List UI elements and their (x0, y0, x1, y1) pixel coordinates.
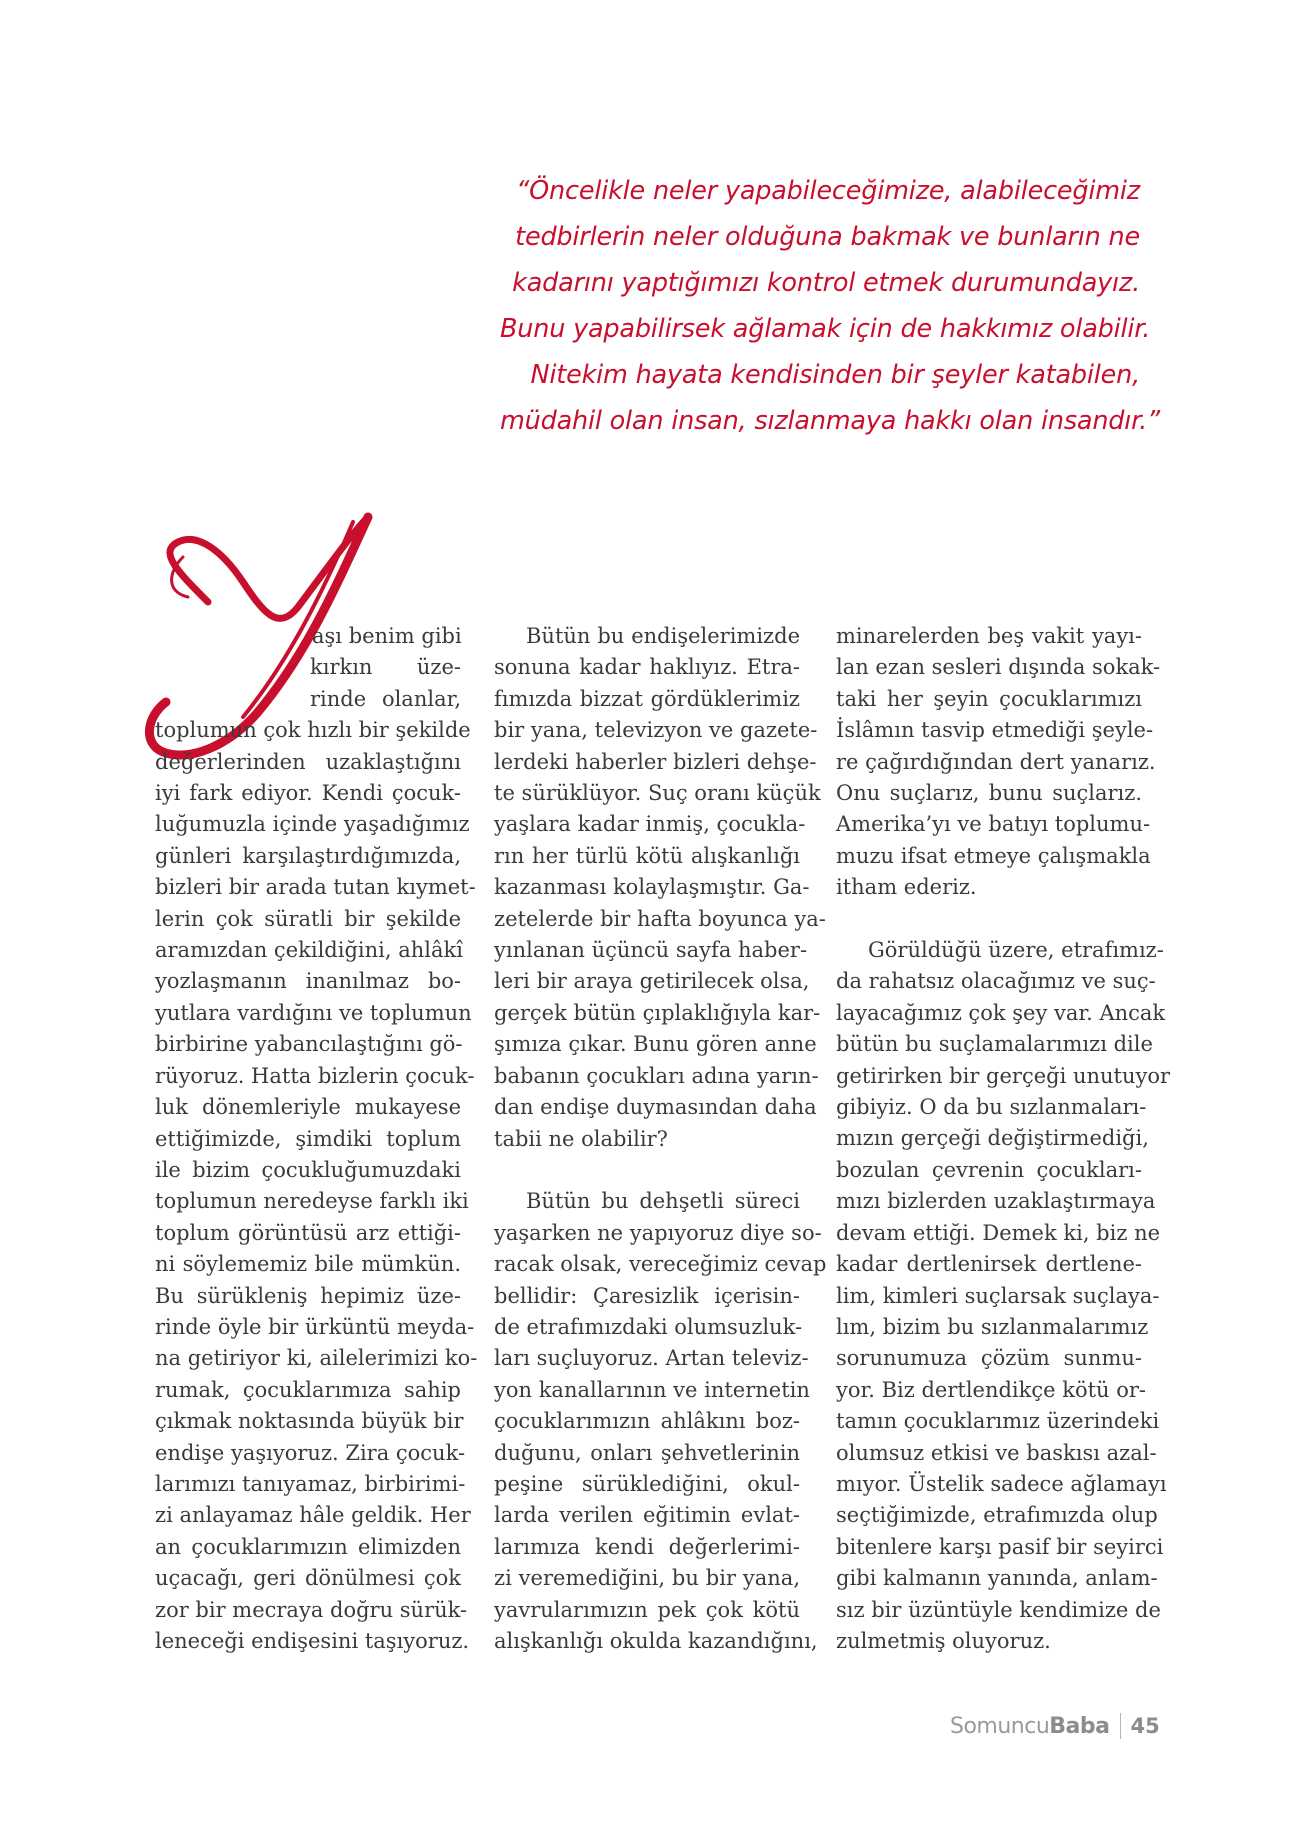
page-number: 45 (1130, 1714, 1160, 1738)
text-line: seçtiğimizde, etrafımızda olup (836, 1503, 1158, 1528)
text-line: birbirine yabancılaştığını gö- (155, 1032, 463, 1057)
text-line: minarelerden beş vakit yayı- (836, 624, 1142, 648)
text-line: Bütün bu dehşetli süreci (526, 1189, 800, 1214)
text-line: mızın gerçeği değiştirmediği, (836, 1126, 1149, 1151)
text-line: dan endişe duymasından daha (494, 1095, 817, 1120)
pull-quote-line: Nitekim hayata kendisinden bir şeyler katabilen, (530, 360, 1140, 390)
text-line: ları suçluyoruz. Artan televiz- (494, 1346, 809, 1371)
text-line: gibiyiz. O da bu sızlanmaları- (836, 1095, 1147, 1120)
text-line: Onu suçlarız, bunu suçlarız. (836, 781, 1142, 806)
paragraph-gap (494, 1155, 800, 1186)
text-line: luğumuzla içinde yaşadığımız (155, 812, 470, 837)
pull-quote-line: kadarını yaptığımızı kontrol etmek durumundayız. (512, 268, 1140, 298)
pull-quote-line: müdahil olan insan, sızlanmaya hakkı olan insandır.” (500, 406, 1161, 436)
text-line: yaşlara kadar inmiş, çocukla- (494, 812, 806, 837)
text-line: lerdeki haberler bizleri dehşe- (494, 749, 817, 774)
text-line: lim, kimleri suçlarsak suçlaya- (836, 1283, 1160, 1308)
text-line: muzu ifsat etmeye çalışmakla (836, 843, 1151, 868)
text-line: babanın çocukları adına yarın- (494, 1063, 819, 1088)
text-line: yaşarken ne yapıyoruz diye so- (494, 1220, 822, 1245)
footer-divider (1120, 1713, 1121, 1739)
text-line: lan ezan sesleri dışında sokak- (836, 655, 1161, 680)
text-line: yor. Biz dertlendikçe kötü or- (836, 1377, 1147, 1402)
text-line: zi veremediğini, bu bir yana, (494, 1566, 800, 1591)
text-line: gibi kalmanın yanında, anlam- (836, 1566, 1158, 1591)
text-line: lım, bizim bu sızlanmalarımız (836, 1314, 1149, 1339)
text-line: mıyor. Üstelik sadece ağlamayı (836, 1471, 1167, 1496)
text-column-3 (836, 621, 1171, 1657)
paragraph-gap (836, 904, 1142, 935)
text-line: luk dönemleriyle mukayese (155, 1095, 461, 1120)
text-line: itham ederiz. (836, 875, 977, 900)
text-line: aşı benim gibi (312, 624, 462, 648)
text-line: olumsuz etkisi ve baskısı azal- (836, 1440, 1157, 1465)
text-line: zi anlayamaz hâle geldik. Her (155, 1503, 471, 1528)
text-line: endişe yaşıyoruz. Zira çocuk- (155, 1440, 466, 1465)
text-line: ettiğimizde, şimdiki toplum (155, 1126, 461, 1151)
text-line: tamın çocuklarımız üzerindeki (836, 1409, 1160, 1434)
pull-quote-line: Bunu yapabilirsek ağlamak için de hakkımız olabilir. (500, 314, 1151, 344)
text-line: yınlanan üçüncü sayfa haber- (494, 938, 808, 963)
text-line: çıkmak noktasında büyük bir (155, 1409, 464, 1434)
text-line: de etrafımızdaki olumsuzluk- (494, 1314, 803, 1339)
pull-quote-line: “Öncelikle neler yapabileceğimize, alabileceğimiz (516, 176, 1140, 206)
text-line: sonuna kadar haklıyız. Etra- (494, 655, 800, 680)
text-line: şımıza çıkar. Bunu gören anne (494, 1032, 817, 1057)
text-line: iyi fark ediyor. Kendi çocuk- (155, 781, 461, 806)
text-line: bozulan çevrenin çocukları- (836, 1157, 1142, 1182)
text-line: zor bir mecraya doğru sürük- (155, 1597, 468, 1622)
pull-quote-line: tedbirlerin neler olduğuna bakmak ve bunların ne (515, 222, 1140, 252)
text-line: duğunu, onları şehvetlerinin (494, 1440, 800, 1465)
text-line: Bütün bu endişelerimizde (526, 624, 800, 648)
text-line: getirirken bir gerçeği unutuyor (836, 1063, 1171, 1088)
text-line: rüyoruz. Hatta bizlerin çocuk- (155, 1063, 475, 1088)
text-column-1 (155, 621, 478, 1657)
text-line: rın her türlü kötü alışkanlığı (494, 843, 800, 868)
text-line: re çağırdığından dert yanarız. (836, 749, 1156, 774)
text-line: rumak, çocuklarımıza sahip (155, 1377, 461, 1402)
text-line: kadar dertlenirsek dertlene- (836, 1252, 1142, 1277)
text-line: zetelerde bir hafta boyunca ya- (494, 906, 826, 931)
text-line: taki her şeyin çocuklarımızı (836, 686, 1142, 711)
text-line: larda verilen eğitimin evlat- (494, 1503, 800, 1528)
text-line: yavrularımızın pek çok kötü (494, 1597, 800, 1622)
text-line: na getiriyor ki, ailelerimizi ko- (155, 1346, 478, 1371)
text-line: Görüldüğü üzere, etrafımız- (868, 938, 1164, 963)
text-line: bitenlere karşı pasif bir seyirci (836, 1534, 1164, 1559)
text-line: toplumun çok hızlı bir şekilde (155, 718, 471, 743)
text-line: bizleri bir arada tutan kıymet- (155, 875, 476, 900)
text-line: çocuklarımızın ahlâkını boz- (494, 1409, 800, 1434)
text-line: yozlaşmanın inanılmaz bo- (155, 969, 461, 994)
text-line: toplumun neredeyse farklı iki (155, 1189, 469, 1214)
text-line: fımızda bizzat gördüklerimiz (494, 686, 800, 711)
text-line: larımızı tanıyamaz, birbirimi- (155, 1471, 466, 1496)
text-line: larımıza kendi değerlerimi- (494, 1534, 800, 1559)
text-line: leneceği endişesini taşıyoruz. (155, 1629, 470, 1653)
text-line: sorunumuza çözüm sunmu- (836, 1346, 1142, 1371)
text-line: günleri karşılaştırdığımızda, (155, 843, 461, 868)
text-line: te sürüklüyor. Suç oranı küçük (494, 781, 821, 806)
text-line: kırkın üze- (310, 655, 461, 680)
text-line: Amerika’yı ve batıyı toplumu- (836, 812, 1151, 837)
magazine-brand (950, 1714, 1110, 1739)
text-line: İslâmın tasvip etmediği şeyle- (836, 718, 1154, 743)
text-line: lerin çok süratli bir şekilde (155, 906, 461, 931)
text-line: ile bizim çocukluğumuzdaki (155, 1157, 461, 1182)
text-line: yutlara vardığını ve toplumun (155, 1000, 472, 1025)
text-line: bellidir: Çaresizlik içerisin- (494, 1283, 800, 1308)
text-line: peşine sürüklediğini, okul- (494, 1471, 800, 1496)
text-line: mızı bizlerden uzaklaştırmaya (836, 1189, 1156, 1214)
text-line: toplum görüntüsü arz ettiği- (155, 1220, 461, 1245)
text-line: an çocuklarımızın elimizden (155, 1534, 461, 1559)
text-line: alışkanlığı okulda kazandığını, (494, 1628, 818, 1653)
text-line: Bu sürükleniş hepimiz üze- (155, 1283, 461, 1308)
text-line: gerçek bütün çıplaklığıyla kar- (494, 1000, 821, 1025)
text-line: sız bir üzüntüyle kendimize de (836, 1597, 1161, 1622)
text-line: kazanması kolaylaşmıştır. Ga- (494, 875, 810, 900)
text-line: rinde öyle bir ürküntü meyda- (155, 1314, 475, 1339)
text-line: tabii ne olabilir? (494, 1126, 668, 1151)
text-line: aramızdan çekildiğini, ahlâkî (155, 938, 463, 963)
pull-quote (500, 168, 1161, 444)
text-line: devam ettiği. Demek ki, biz ne (836, 1220, 1161, 1245)
text-line: bütün bu suçlamalarımızı dile (836, 1032, 1153, 1057)
text-column-2 (494, 621, 827, 1657)
text-line: zulmetmiş oluyoruz. (836, 1628, 1051, 1653)
text-line: ni söylememiz bile mümkün. (155, 1252, 461, 1277)
text-line: yon kanallarının ve internetin (494, 1377, 810, 1402)
text-line: rinde olanlar, (310, 686, 461, 711)
brand-name-part1: Somuncu (950, 1713, 1050, 1739)
text-line: değerlerinden uzaklaştığını (155, 749, 461, 774)
brand-name-part2: Baba (1049, 1713, 1110, 1739)
text-line: racak olsak, vereceğimiz cevap (494, 1252, 827, 1277)
text-line: da rahatsız olacağımız ve suç- (836, 969, 1156, 994)
text-line: uçacağı, geri dönülmesi çok (155, 1566, 461, 1591)
text-line: layacağımız çok şey var. Ancak (836, 1000, 1166, 1025)
page-footer (950, 1713, 1160, 1739)
text-line: bir yana, televizyon ve gazete- (494, 718, 818, 743)
text-line: leri bir araya getirilecek olsa, (494, 969, 810, 994)
